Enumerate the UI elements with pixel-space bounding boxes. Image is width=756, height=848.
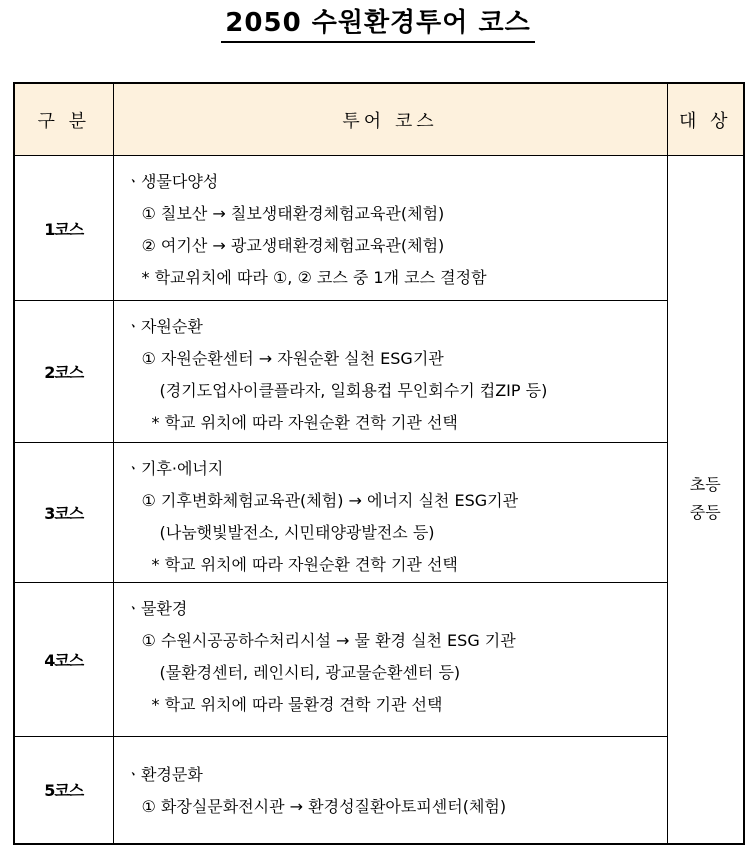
header-category: 구 분 [14, 83, 113, 156]
course-note: * 학교 위치에 따라 물환경 견학 기관 선택 [151, 695, 443, 714]
course-note: * 학교위치에 따라 ①, ② 코스 중 1개 코스 결정함 [141, 268, 487, 287]
course-step: ① 칠보산 → 칠보생태환경체험교육관(체험) [141, 204, 445, 223]
course-note: * 학교 위치에 따라 자원순환 견학 기관 선택 [151, 555, 458, 574]
table-header-row [14, 83, 744, 156]
table-row [14, 737, 744, 844]
course-step: ① 자원순환센터 → 자원순환 실천 ESG기관 [141, 349, 444, 368]
audience-elementary: 초등 [689, 475, 721, 495]
course-content [113, 737, 667, 844]
course-category: ㆍ환경문화 [125, 765, 203, 784]
course-content [113, 156, 667, 301]
course-content [113, 443, 667, 583]
course-category: ㆍ생물다양성 [125, 172, 219, 191]
course-content [113, 583, 667, 737]
course-sub: (나눔햇빛발전소, 시민태양광발전소 등) [159, 523, 435, 542]
table-row [14, 443, 744, 583]
table-row [14, 301, 744, 443]
course-step: ① 수원시공공하수처리시설 → 물 환경 실천 ESG 기관 [141, 631, 516, 650]
audience-cell [667, 156, 744, 844]
course-step: ① 기후변화체험교육관(체험) → 에너지 실천 ESG기관 [141, 491, 519, 510]
document-title: 2050 수원환경투어 코스 [221, 6, 534, 43]
course-category: ㆍ물환경 [125, 599, 188, 618]
course-label: 5코스 [14, 737, 113, 844]
course-category: ㆍ기후·에너지 [125, 459, 224, 478]
tour-course-table [13, 82, 745, 845]
course-step: ② 여기산 → 광교생태환경체험교육관(체험) [141, 236, 445, 255]
course-label: 1코스 [14, 156, 113, 301]
table-row [14, 156, 744, 301]
course-sub: (경기도업사이클플라자, 일회용컵 무인회수기 컵ZIP 등) [159, 381, 548, 400]
header-audience: 대 상 [667, 83, 744, 156]
course-note: * 학교 위치에 따라 자원순환 견학 기관 선택 [151, 413, 458, 432]
course-label: 4코스 [14, 583, 113, 737]
course-label: 3코스 [14, 443, 113, 583]
course-content [113, 301, 667, 443]
course-step: ① 화장실문화전시관 → 환경성질환아토피센터(체험) [141, 797, 507, 816]
header-tour-course: 투어 코스 [113, 83, 667, 156]
audience-middle: 중등 [689, 503, 721, 523]
course-label: 2코스 [14, 301, 113, 443]
course-category: ㆍ자원순환 [125, 317, 203, 336]
course-sub: (물환경센터, 레인시티, 광교물순환센터 등) [159, 663, 461, 682]
table-row [14, 583, 744, 737]
title-wrap [0, 6, 756, 43]
